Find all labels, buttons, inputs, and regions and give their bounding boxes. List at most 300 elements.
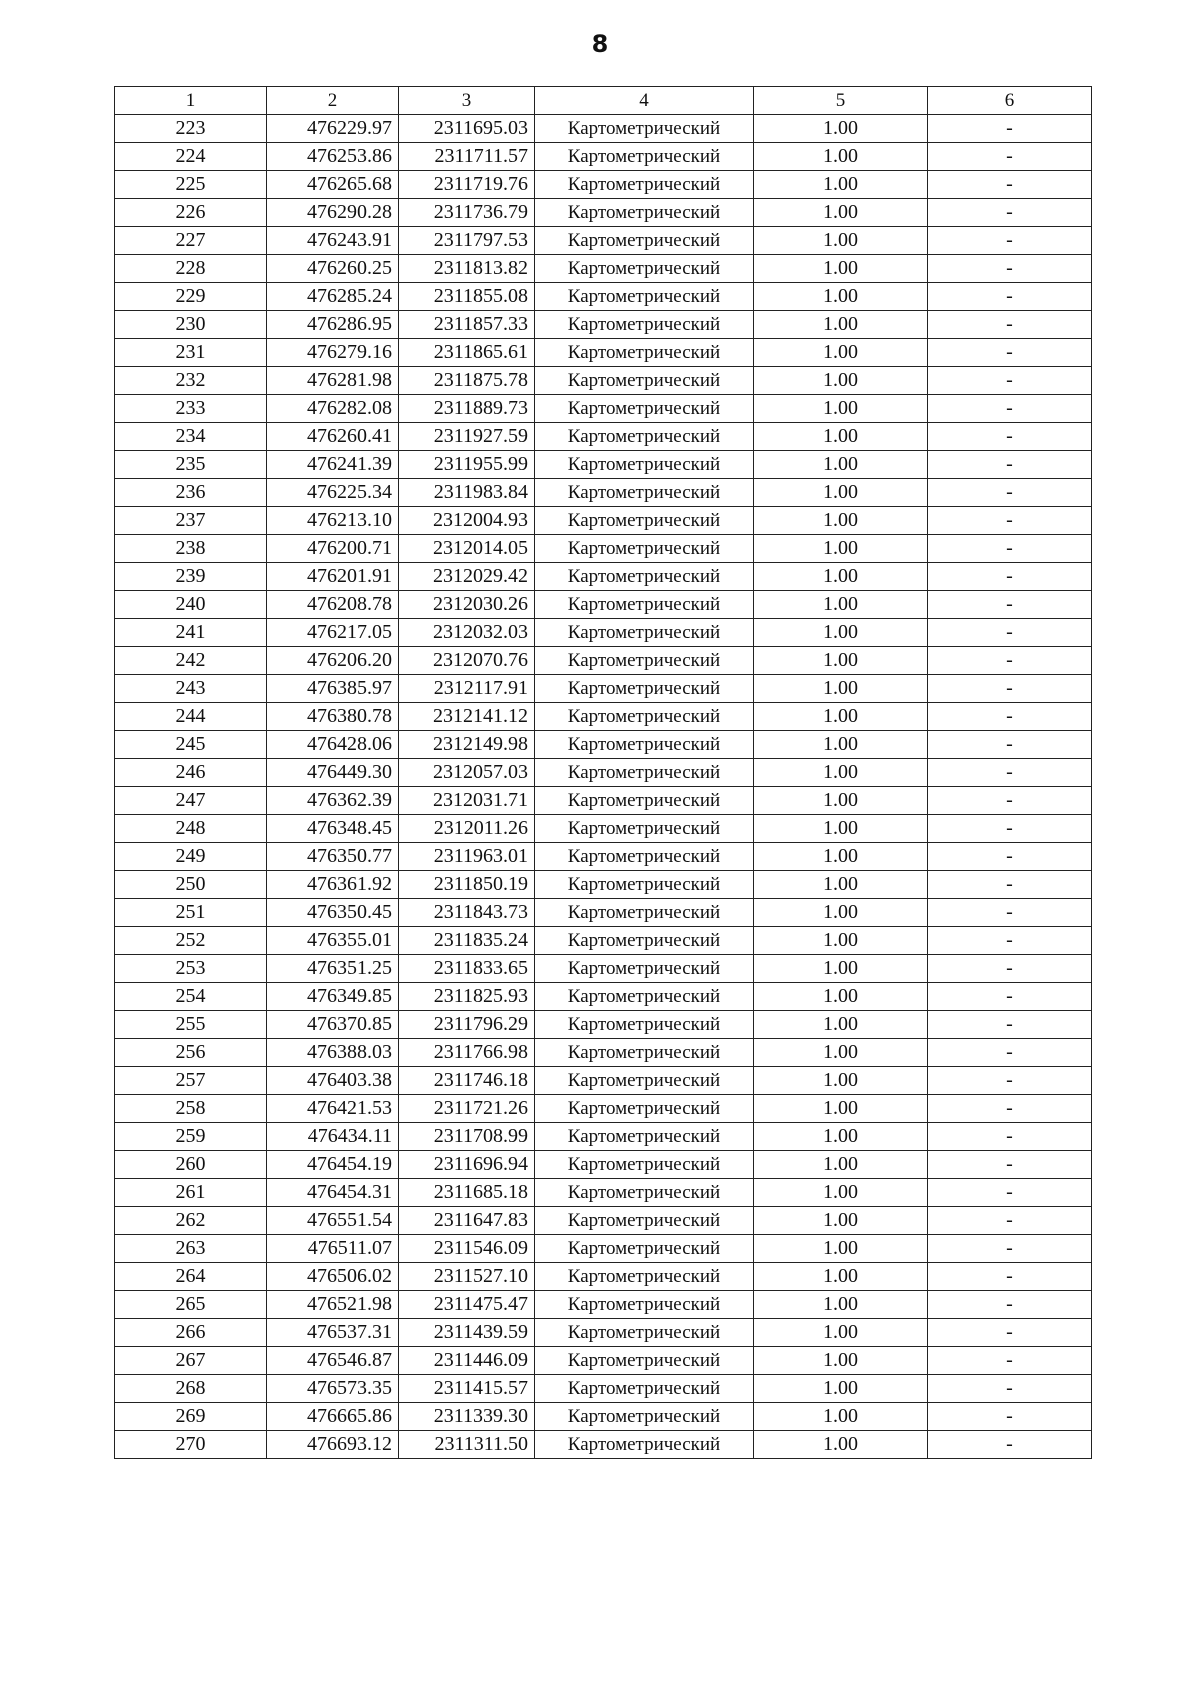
accuracy-cell: 1.00 <box>754 591 928 619</box>
header-row <box>115 87 1092 115</box>
point-number-cell: 242 <box>115 647 267 675</box>
table-row <box>115 171 1092 199</box>
x-coordinate-cell: 476286.95 <box>267 311 399 339</box>
point-number-cell: 267 <box>115 1347 267 1375</box>
x-coordinate-cell: 476454.19 <box>267 1151 399 1179</box>
accuracy-cell: 1.00 <box>754 1151 928 1179</box>
table-row <box>115 339 1092 367</box>
point-number-cell: 229 <box>115 283 267 311</box>
x-coordinate-cell: 476537.31 <box>267 1319 399 1347</box>
y-coordinate-cell: 2312057.03 <box>399 759 535 787</box>
x-coordinate-cell: 476290.28 <box>267 199 399 227</box>
table-row <box>115 591 1092 619</box>
point-number-cell: 233 <box>115 395 267 423</box>
accuracy-cell: 1.00 <box>754 255 928 283</box>
table-row <box>115 115 1092 143</box>
x-coordinate-cell: 476208.78 <box>267 591 399 619</box>
table-row <box>115 1039 1092 1067</box>
point-number-cell: 248 <box>115 815 267 843</box>
table-row <box>115 955 1092 983</box>
x-coordinate-cell: 476521.98 <box>267 1291 399 1319</box>
note-cell: - <box>928 227 1092 255</box>
x-coordinate-cell: 476201.91 <box>267 563 399 591</box>
accuracy-cell: 1.00 <box>754 647 928 675</box>
point-number-cell: 240 <box>115 591 267 619</box>
method-cell: Картометрический <box>535 1011 754 1039</box>
point-number-cell: 243 <box>115 675 267 703</box>
y-coordinate-cell: 2311833.65 <box>399 955 535 983</box>
note-cell: - <box>928 1123 1092 1151</box>
accuracy-cell: 1.00 <box>754 703 928 731</box>
point-number-cell: 246 <box>115 759 267 787</box>
table-row <box>115 1375 1092 1403</box>
note-cell: - <box>928 787 1092 815</box>
y-coordinate-cell: 2311955.99 <box>399 451 535 479</box>
accuracy-cell: 1.00 <box>754 1375 928 1403</box>
method-cell: Картометрический <box>535 1263 754 1291</box>
note-cell: - <box>928 1403 1092 1431</box>
x-coordinate-cell: 476428.06 <box>267 731 399 759</box>
x-coordinate-cell: 476285.24 <box>267 283 399 311</box>
y-coordinate-cell: 2312011.26 <box>399 815 535 843</box>
method-cell: Картометрический <box>535 731 754 759</box>
method-cell: Картометрический <box>535 619 754 647</box>
accuracy-cell: 1.00 <box>754 1207 928 1235</box>
method-cell: Картометрический <box>535 1095 754 1123</box>
point-number-cell: 252 <box>115 927 267 955</box>
point-number-cell: 237 <box>115 507 267 535</box>
y-coordinate-cell: 2311647.83 <box>399 1207 535 1235</box>
accuracy-cell: 1.00 <box>754 1067 928 1095</box>
method-cell: Картометрический <box>535 227 754 255</box>
method-cell: Картометрический <box>535 451 754 479</box>
method-cell: Картометрический <box>535 1235 754 1263</box>
method-cell: Картометрический <box>535 423 754 451</box>
table-row <box>115 1431 1092 1459</box>
point-number-cell: 223 <box>115 115 267 143</box>
method-cell: Картометрический <box>535 535 754 563</box>
accuracy-cell: 1.00 <box>754 367 928 395</box>
accuracy-cell: 1.00 <box>754 787 928 815</box>
table-row <box>115 199 1092 227</box>
point-number-cell: 249 <box>115 843 267 871</box>
accuracy-cell: 1.00 <box>754 451 928 479</box>
y-coordinate-cell: 2311865.61 <box>399 339 535 367</box>
y-coordinate-cell: 2311339.30 <box>399 1403 535 1431</box>
method-cell: Картометрический <box>535 843 754 871</box>
column-header-2: 2 <box>267 87 399 115</box>
method-cell: Картометрический <box>535 1431 754 1459</box>
table-row <box>115 283 1092 311</box>
accuracy-cell: 1.00 <box>754 535 928 563</box>
accuracy-cell: 1.00 <box>754 199 928 227</box>
note-cell: - <box>928 815 1092 843</box>
method-cell: Картометрический <box>535 1123 754 1151</box>
point-number-cell: 236 <box>115 479 267 507</box>
x-coordinate-cell: 476511.07 <box>267 1235 399 1263</box>
y-coordinate-cell: 2311546.09 <box>399 1235 535 1263</box>
table-row <box>115 143 1092 171</box>
accuracy-cell: 1.00 <box>754 423 928 451</box>
y-coordinate-cell: 2312030.26 <box>399 591 535 619</box>
x-coordinate-cell: 476350.45 <box>267 899 399 927</box>
note-cell: - <box>928 1263 1092 1291</box>
column-header-4: 4 <box>535 87 754 115</box>
table-row <box>115 675 1092 703</box>
table-row <box>115 1263 1092 1291</box>
note-cell: - <box>928 1291 1092 1319</box>
x-coordinate-cell: 476355.01 <box>267 927 399 955</box>
y-coordinate-cell: 2312149.98 <box>399 731 535 759</box>
x-coordinate-cell: 476229.97 <box>267 115 399 143</box>
x-coordinate-cell: 476200.71 <box>267 535 399 563</box>
method-cell: Картометрический <box>535 507 754 535</box>
accuracy-cell: 1.00 <box>754 1291 928 1319</box>
method-cell: Картометрический <box>535 955 754 983</box>
note-cell: - <box>928 1431 1092 1459</box>
method-cell: Картометрический <box>535 1067 754 1095</box>
point-number-cell: 228 <box>115 255 267 283</box>
note-cell: - <box>928 283 1092 311</box>
x-coordinate-cell: 476260.41 <box>267 423 399 451</box>
accuracy-cell: 1.00 <box>754 955 928 983</box>
y-coordinate-cell: 2311857.33 <box>399 311 535 339</box>
method-cell: Картометрический <box>535 815 754 843</box>
note-cell: - <box>928 983 1092 1011</box>
point-number-cell: 247 <box>115 787 267 815</box>
x-coordinate-cell: 476449.30 <box>267 759 399 787</box>
y-coordinate-cell: 2311889.73 <box>399 395 535 423</box>
method-cell: Картометрический <box>535 283 754 311</box>
table-row <box>115 311 1092 339</box>
y-coordinate-cell: 2311796.29 <box>399 1011 535 1039</box>
note-cell: - <box>928 1095 1092 1123</box>
point-number-cell: 262 <box>115 1207 267 1235</box>
x-coordinate-cell: 476388.03 <box>267 1039 399 1067</box>
y-coordinate-cell: 2312014.05 <box>399 535 535 563</box>
note-cell: - <box>928 1207 1092 1235</box>
accuracy-cell: 1.00 <box>754 675 928 703</box>
table-row <box>115 563 1092 591</box>
note-cell: - <box>928 675 1092 703</box>
x-coordinate-cell: 476693.12 <box>267 1431 399 1459</box>
y-coordinate-cell: 2312004.93 <box>399 507 535 535</box>
note-cell: - <box>928 1179 1092 1207</box>
point-number-cell: 254 <box>115 983 267 1011</box>
note-cell: - <box>928 1375 1092 1403</box>
y-coordinate-cell: 2311983.84 <box>399 479 535 507</box>
table-row <box>115 1179 1092 1207</box>
x-coordinate-cell: 476361.92 <box>267 871 399 899</box>
point-number-cell: 231 <box>115 339 267 367</box>
y-coordinate-cell: 2311446.09 <box>399 1347 535 1375</box>
column-header-1: 1 <box>115 87 267 115</box>
x-coordinate-cell: 476349.85 <box>267 983 399 1011</box>
point-number-cell: 266 <box>115 1319 267 1347</box>
table-row <box>115 983 1092 1011</box>
accuracy-cell: 1.00 <box>754 1347 928 1375</box>
accuracy-cell: 1.00 <box>754 759 928 787</box>
point-number-cell: 241 <box>115 619 267 647</box>
x-coordinate-cell: 476243.91 <box>267 227 399 255</box>
accuracy-cell: 1.00 <box>754 983 928 1011</box>
note-cell: - <box>928 703 1092 731</box>
table-row <box>115 479 1092 507</box>
point-number-cell: 256 <box>115 1039 267 1067</box>
method-cell: Картометрический <box>535 1291 754 1319</box>
x-coordinate-cell: 476348.45 <box>267 815 399 843</box>
point-number-cell: 230 <box>115 311 267 339</box>
y-coordinate-cell: 2311708.99 <box>399 1123 535 1151</box>
accuracy-cell: 1.00 <box>754 1431 928 1459</box>
x-coordinate-cell: 476551.54 <box>267 1207 399 1235</box>
point-number-cell: 264 <box>115 1263 267 1291</box>
method-cell: Картометрический <box>535 367 754 395</box>
accuracy-cell: 1.00 <box>754 1123 928 1151</box>
method-cell: Картометрический <box>535 703 754 731</box>
point-number-cell: 261 <box>115 1179 267 1207</box>
table-row <box>115 423 1092 451</box>
method-cell: Картометрический <box>535 759 754 787</box>
accuracy-cell: 1.00 <box>754 1039 928 1067</box>
accuracy-cell: 1.00 <box>754 1403 928 1431</box>
table-row <box>115 619 1092 647</box>
accuracy-cell: 1.00 <box>754 899 928 927</box>
point-number-cell: 235 <box>115 451 267 479</box>
y-coordinate-cell: 2311797.53 <box>399 227 535 255</box>
y-coordinate-cell: 2312117.91 <box>399 675 535 703</box>
table-row <box>115 451 1092 479</box>
note-cell: - <box>928 647 1092 675</box>
point-number-cell: 251 <box>115 899 267 927</box>
x-coordinate-cell: 476454.31 <box>267 1179 399 1207</box>
method-cell: Картометрический <box>535 871 754 899</box>
y-coordinate-cell: 2311963.01 <box>399 843 535 871</box>
accuracy-cell: 1.00 <box>754 283 928 311</box>
accuracy-cell: 1.00 <box>754 1179 928 1207</box>
y-coordinate-cell: 2311746.18 <box>399 1067 535 1095</box>
accuracy-cell: 1.00 <box>754 731 928 759</box>
y-coordinate-cell: 2311813.82 <box>399 255 535 283</box>
point-number-cell: 253 <box>115 955 267 983</box>
note-cell: - <box>928 171 1092 199</box>
table-row <box>115 395 1092 423</box>
point-number-cell: 232 <box>115 367 267 395</box>
table-row <box>115 1403 1092 1431</box>
method-cell: Картометрический <box>535 395 754 423</box>
method-cell: Картометрический <box>535 479 754 507</box>
accuracy-cell: 1.00 <box>754 619 928 647</box>
x-coordinate-cell: 476206.20 <box>267 647 399 675</box>
x-coordinate-cell: 476362.39 <box>267 787 399 815</box>
point-number-cell: 244 <box>115 703 267 731</box>
accuracy-cell: 1.00 <box>754 927 928 955</box>
method-cell: Картометрический <box>535 1039 754 1067</box>
method-cell: Картометрический <box>535 143 754 171</box>
table-row <box>115 1095 1092 1123</box>
method-cell: Картометрический <box>535 787 754 815</box>
table-row <box>115 787 1092 815</box>
method-cell: Картометрический <box>535 983 754 1011</box>
table-row <box>115 899 1092 927</box>
point-number-cell: 268 <box>115 1375 267 1403</box>
accuracy-cell: 1.00 <box>754 843 928 871</box>
table-row <box>115 703 1092 731</box>
note-cell: - <box>928 535 1092 563</box>
note-cell: - <box>928 1235 1092 1263</box>
x-coordinate-cell: 476241.39 <box>267 451 399 479</box>
method-cell: Картометрический <box>535 899 754 927</box>
table-row <box>115 1067 1092 1095</box>
table-row <box>115 255 1092 283</box>
y-coordinate-cell: 2311415.57 <box>399 1375 535 1403</box>
x-coordinate-cell: 476573.35 <box>267 1375 399 1403</box>
y-coordinate-cell: 2312070.76 <box>399 647 535 675</box>
table-row <box>115 1151 1092 1179</box>
table-row <box>115 815 1092 843</box>
y-coordinate-cell: 2311685.18 <box>399 1179 535 1207</box>
accuracy-cell: 1.00 <box>754 171 928 199</box>
accuracy-cell: 1.00 <box>754 1319 928 1347</box>
y-coordinate-cell: 2311835.24 <box>399 927 535 955</box>
table-row <box>115 1123 1092 1151</box>
accuracy-cell: 1.00 <box>754 479 928 507</box>
y-coordinate-cell: 2311736.79 <box>399 199 535 227</box>
y-coordinate-cell: 2311927.59 <box>399 423 535 451</box>
note-cell: - <box>928 115 1092 143</box>
accuracy-cell: 1.00 <box>754 311 928 339</box>
x-coordinate-cell: 476370.85 <box>267 1011 399 1039</box>
accuracy-cell: 1.00 <box>754 1235 928 1263</box>
accuracy-cell: 1.00 <box>754 871 928 899</box>
note-cell: - <box>928 479 1092 507</box>
point-number-cell: 260 <box>115 1151 267 1179</box>
y-coordinate-cell: 2311721.26 <box>399 1095 535 1123</box>
x-coordinate-cell: 476260.25 <box>267 255 399 283</box>
method-cell: Картометрический <box>535 1179 754 1207</box>
point-number-cell: 227 <box>115 227 267 255</box>
accuracy-cell: 1.00 <box>754 227 928 255</box>
note-cell: - <box>928 899 1092 927</box>
y-coordinate-cell: 2312141.12 <box>399 703 535 731</box>
table-row <box>115 731 1092 759</box>
accuracy-cell: 1.00 <box>754 1011 928 1039</box>
x-coordinate-cell: 476279.16 <box>267 339 399 367</box>
table-row <box>115 367 1092 395</box>
column-header-6: 6 <box>928 87 1092 115</box>
point-number-cell: 258 <box>115 1095 267 1123</box>
x-coordinate-cell: 476506.02 <box>267 1263 399 1291</box>
note-cell: - <box>928 591 1092 619</box>
x-coordinate-cell: 476253.86 <box>267 143 399 171</box>
method-cell: Картометрический <box>535 591 754 619</box>
note-cell: - <box>928 255 1092 283</box>
point-number-cell: 255 <box>115 1011 267 1039</box>
table-row <box>115 1207 1092 1235</box>
x-coordinate-cell: 476403.38 <box>267 1067 399 1095</box>
note-cell: - <box>928 339 1092 367</box>
x-coordinate-cell: 476380.78 <box>267 703 399 731</box>
point-number-cell: 257 <box>115 1067 267 1095</box>
y-coordinate-cell: 2312029.42 <box>399 563 535 591</box>
note-cell: - <box>928 955 1092 983</box>
x-coordinate-cell: 476421.53 <box>267 1095 399 1123</box>
note-cell: - <box>928 563 1092 591</box>
table-row <box>115 1011 1092 1039</box>
note-cell: - <box>928 619 1092 647</box>
note-cell: - <box>928 1039 1092 1067</box>
note-cell: - <box>928 423 1092 451</box>
table-body <box>115 115 1092 1459</box>
point-number-cell: 265 <box>115 1291 267 1319</box>
method-cell: Картометрический <box>535 1319 754 1347</box>
point-number-cell: 226 <box>115 199 267 227</box>
point-number-cell: 259 <box>115 1123 267 1151</box>
method-cell: Картометрический <box>535 171 754 199</box>
x-coordinate-cell: 476385.97 <box>267 675 399 703</box>
page-number: 8 <box>591 30 609 58</box>
accuracy-cell: 1.00 <box>754 143 928 171</box>
note-cell: - <box>928 367 1092 395</box>
note-cell: - <box>928 759 1092 787</box>
coordinates-table <box>114 86 1092 1459</box>
method-cell: Картометрический <box>535 255 754 283</box>
column-header-3: 3 <box>399 87 535 115</box>
method-cell: Картометрический <box>535 675 754 703</box>
x-coordinate-cell: 476281.98 <box>267 367 399 395</box>
note-cell: - <box>928 451 1092 479</box>
accuracy-cell: 1.00 <box>754 507 928 535</box>
x-coordinate-cell: 476546.87 <box>267 1347 399 1375</box>
point-number-cell: 263 <box>115 1235 267 1263</box>
method-cell: Картометрический <box>535 1375 754 1403</box>
method-cell: Картометрический <box>535 311 754 339</box>
table-row <box>115 647 1092 675</box>
method-cell: Картометрический <box>535 647 754 675</box>
y-coordinate-cell: 2311475.47 <box>399 1291 535 1319</box>
note-cell: - <box>928 143 1092 171</box>
y-coordinate-cell: 2311850.19 <box>399 871 535 899</box>
note-cell: - <box>928 731 1092 759</box>
method-cell: Картометрический <box>535 115 754 143</box>
point-number-cell: 224 <box>115 143 267 171</box>
point-number-cell: 239 <box>115 563 267 591</box>
note-cell: - <box>928 507 1092 535</box>
method-cell: Картометрический <box>535 1207 754 1235</box>
y-coordinate-cell: 2311711.57 <box>399 143 535 171</box>
method-cell: Картометрический <box>535 1347 754 1375</box>
point-number-cell: 245 <box>115 731 267 759</box>
accuracy-cell: 1.00 <box>754 1095 928 1123</box>
note-cell: - <box>928 871 1092 899</box>
y-coordinate-cell: 2312032.03 <box>399 619 535 647</box>
x-coordinate-cell: 476350.77 <box>267 843 399 871</box>
table-row <box>115 1347 1092 1375</box>
x-coordinate-cell: 476213.10 <box>267 507 399 535</box>
y-coordinate-cell: 2311766.98 <box>399 1039 535 1067</box>
method-cell: Картометрический <box>535 563 754 591</box>
y-coordinate-cell: 2311527.10 <box>399 1263 535 1291</box>
table-row <box>115 759 1092 787</box>
table-row <box>115 1235 1092 1263</box>
table-row <box>115 871 1092 899</box>
method-cell: Картометрический <box>535 1151 754 1179</box>
x-coordinate-cell: 476217.05 <box>267 619 399 647</box>
table-row <box>115 1291 1092 1319</box>
accuracy-cell: 1.00 <box>754 1263 928 1291</box>
x-coordinate-cell: 476351.25 <box>267 955 399 983</box>
note-cell: - <box>928 199 1092 227</box>
